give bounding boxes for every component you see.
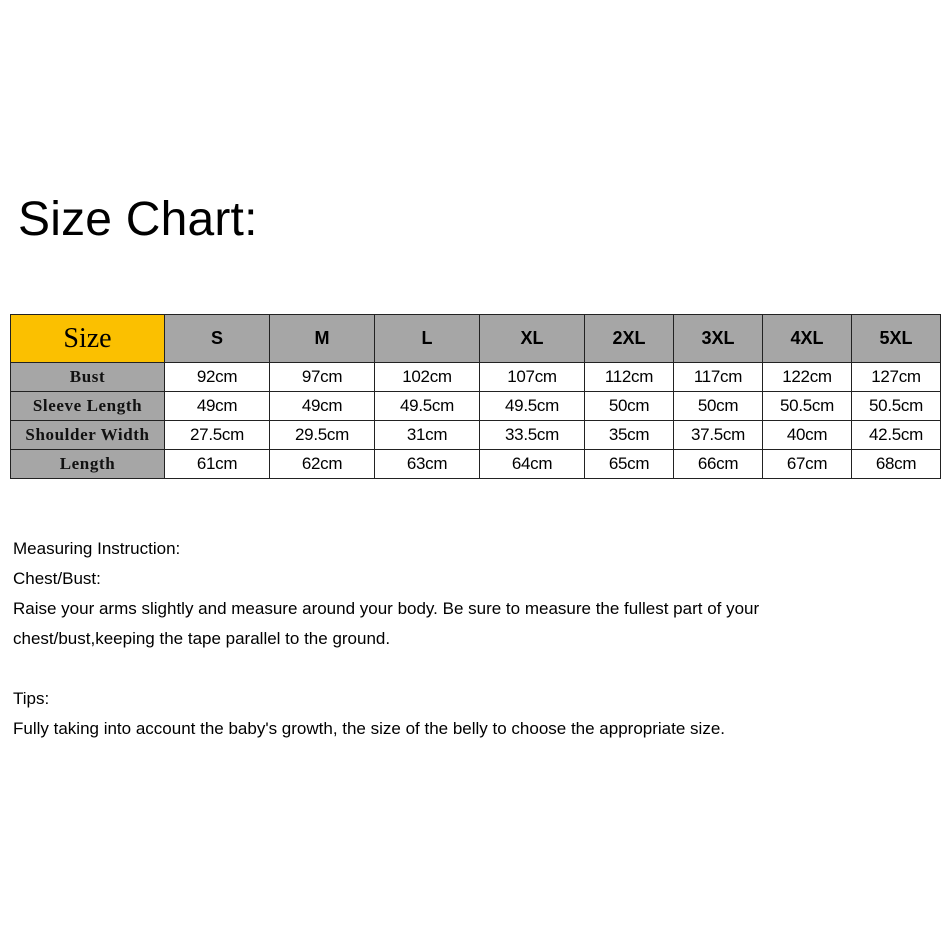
table-cell: 112cm (585, 363, 674, 392)
table-cell: 31cm (375, 421, 480, 450)
table-cell: 50cm (674, 392, 763, 421)
table-cell: 64cm (480, 450, 585, 479)
size-column-header: 5XL (852, 315, 941, 363)
table-cell: 102cm (375, 363, 480, 392)
table-cell: 92cm (165, 363, 270, 392)
chest-bust-text-line-2: chest/bust,keeping the tape parallel to the ground. (13, 629, 391, 648)
table-cell: 42.5cm (852, 421, 941, 450)
spacer (13, 654, 933, 684)
row-label: Sleeve Length (11, 392, 165, 421)
chest-bust-text-line-1: Raise your arms slightly and measure around your body. Be sure to measure the fullest part of your (13, 599, 760, 618)
table-cell: 49cm (270, 392, 375, 421)
table-row-shoulder-width (11, 421, 941, 450)
table-cell: 49cm (165, 392, 270, 421)
table-cell: 37.5cm (674, 421, 763, 450)
table-cell: 117cm (674, 363, 763, 392)
size-column-header: XL (480, 315, 585, 363)
tips-text: Fully taking into account the baby's growth, the size of the belly to choose the appropriate size. (13, 719, 725, 738)
table-cell: 35cm (585, 421, 674, 450)
table-cell: 27.5cm (165, 421, 270, 450)
table-cell: 107cm (480, 363, 585, 392)
row-label: Shoulder Width (11, 421, 165, 450)
page-title: Size Chart: (18, 193, 258, 246)
table-cell: 61cm (165, 450, 270, 479)
table-cell: 49.5cm (375, 392, 480, 421)
size-column-header: 2XL (585, 315, 674, 363)
instructions-heading: Measuring Instruction: (13, 539, 181, 558)
row-label: Length (11, 450, 165, 479)
size-header-cell: Size (11, 315, 165, 363)
size-column-header: S (165, 315, 270, 363)
size-column-header: L (375, 315, 480, 363)
table-header-row (11, 315, 941, 363)
table-cell: 50.5cm (763, 392, 852, 421)
table-cell: 33.5cm (480, 421, 585, 450)
chest-bust-heading: Chest/Bust: (13, 569, 101, 588)
table-cell: 62cm (270, 450, 375, 479)
table-cell: 66cm (674, 450, 763, 479)
measuring-instructions (13, 534, 933, 744)
size-column-header: M (270, 315, 375, 363)
table-cell: 50cm (585, 392, 674, 421)
table-cell: 97cm (270, 363, 375, 392)
table-cell: 50.5cm (852, 392, 941, 421)
table-row-bust (11, 363, 941, 392)
table-cell: 63cm (375, 450, 480, 479)
row-label: Bust (11, 363, 165, 392)
table-cell: 29.5cm (270, 421, 375, 450)
table-cell: 127cm (852, 363, 941, 392)
table-cell: 122cm (763, 363, 852, 392)
size-chart-table (10, 314, 941, 479)
table-cell: 67cm (763, 450, 852, 479)
table-cell: 40cm (763, 421, 852, 450)
size-column-header: 4XL (763, 315, 852, 363)
table-cell: 49.5cm (480, 392, 585, 421)
table-row-length (11, 450, 941, 479)
table-cell: 65cm (585, 450, 674, 479)
table-row-sleeve-length (11, 392, 941, 421)
size-column-header: 3XL (674, 315, 763, 363)
table-cell: 68cm (852, 450, 941, 479)
tips-heading: Tips: (13, 689, 50, 708)
